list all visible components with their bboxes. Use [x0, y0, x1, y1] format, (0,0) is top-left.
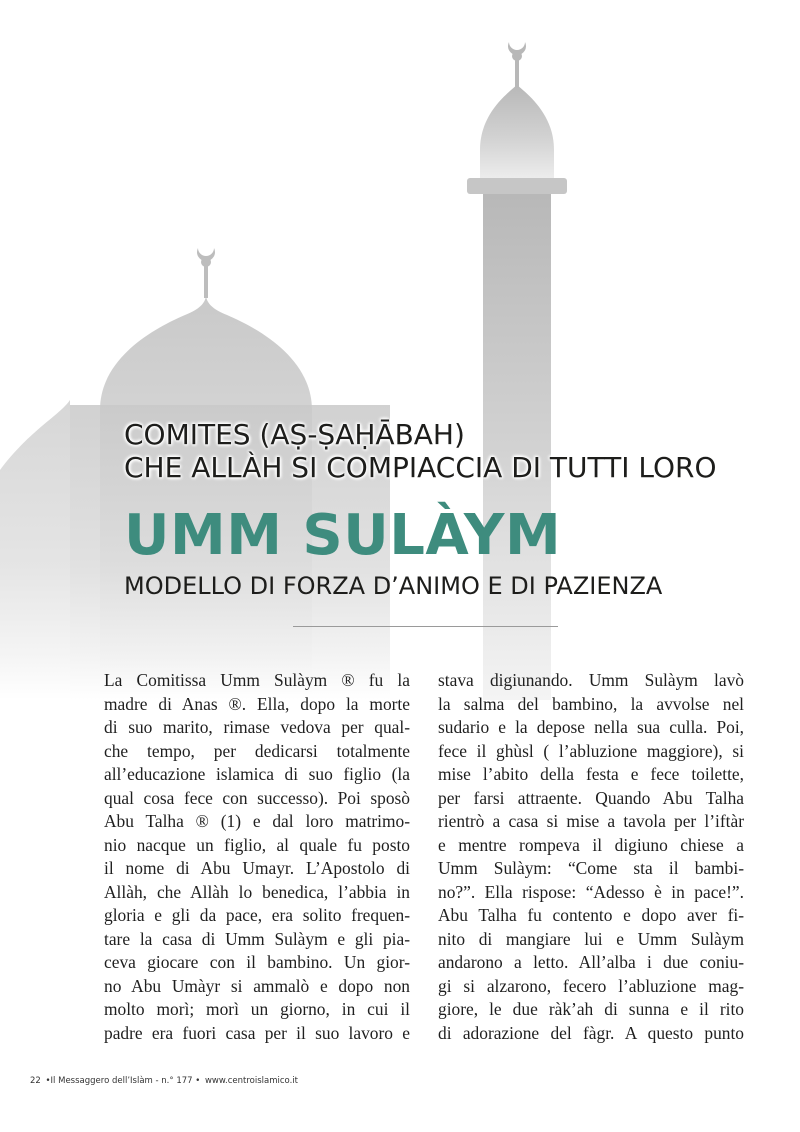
article-title: UMM SULÀYM [124, 503, 562, 568]
text-line: il nome di Abu Umayr. L’Apostolo di [104, 858, 410, 878]
website-link[interactable]: www.centroislamico.it [204, 1076, 298, 1086]
title-divider [293, 626, 558, 627]
text-line: qual cosa fece con successo). Poi sposò [104, 787, 410, 808]
text-line: che tempo, per dedicarsi totalmente [104, 740, 410, 761]
text-line: nito di mangiare lui e Umm Sulàym [438, 928, 744, 949]
text-line: La Comitissa Umm Sulàym ® fu la [104, 670, 410, 690]
text-line: no?”. Ella rispose: “Adesso è in pace!”. [438, 881, 744, 902]
text-line: madre di Anas ®. Ella, dopo la morte [104, 693, 410, 714]
text-line: gloria e gli da pace, era solito frequen- [104, 905, 410, 925]
kicker-line-2: CHE ALLÀH SI COMPIACCIA DI TUTTI LORO [124, 451, 717, 484]
text-line: mise l’abito della festa e fece toilette, [438, 764, 744, 784]
text-line: rientrò a casa si mise a tavola per l’iftàr [438, 811, 744, 831]
text-line: Abu Talha fu contento e dopo aver fi- [438, 905, 744, 925]
text-line: Allàh, che Allàh lo benedica, l’abbia in [104, 881, 410, 902]
text-line: giore, le due ràk’ah di sunna e il rito [438, 999, 744, 1019]
page-number: 22 [30, 1076, 41, 1086]
page-footer [30, 1076, 300, 1086]
text-line: all’educazione islamica di suo figlio (la [104, 764, 410, 784]
text-line: sudario e la depose nella sua culla. Poi, [438, 717, 744, 737]
text-line: nio nacque un figlio, al quale fu posto [104, 834, 410, 855]
crescent-finial-icon [197, 248, 215, 298]
text-line: gi si alzarono, fecero l’abluzione mag- [438, 975, 744, 996]
text-line: Umm Sulàym: “Come sta il bambi- [438, 858, 744, 878]
text-line: di adorazione del fàgr. A questo punto [438, 1022, 744, 1043]
text-line: molto morì; morì un giorno, in cui il [104, 999, 410, 1019]
text-line: tare la casa di Umm Sulàym e gli pia- [104, 928, 410, 949]
text-line: Abu Talha ® (1) e dal loro matrimo- [104, 811, 410, 831]
magazine-name: •Il Messaggero dell’Islàm - n.° 177 • [45, 1076, 201, 1086]
text-line: per farsi attraente. Quando Abu Talha [438, 787, 744, 808]
text-line: andarono a letto. All’alba i due coniu- [438, 952, 744, 972]
body-column-left [104, 669, 410, 1045]
article-subtitle: MODELLO DI FORZA D’ANIMO E DI PAZIENZA [124, 572, 663, 600]
text-line: fece il ghùsl ( l’abluzione maggiore), si [438, 740, 744, 761]
text-line: e mentre rompeva il digiuno chiese a [438, 834, 744, 855]
text-line: no Abu Umàyr si ammalò e dopo non [104, 975, 410, 996]
body-column-right [438, 669, 744, 1045]
section-kicker [124, 418, 717, 484]
text-line: di suo marito, rimase vedova per qual- [104, 717, 410, 737]
text-line: padre era fuori casa per il suo lavoro e [104, 1022, 410, 1043]
text-line: stava digiunando. Umm Sulàym lavò [438, 670, 744, 690]
kicker-line-1: COMITES (AṢ-ṢAḤĀBAH) [124, 418, 465, 451]
text-line: ceva giocare con il bambino. Un gior- [104, 952, 410, 972]
text-line: la salma del bambino, la avvolse nel [438, 693, 744, 714]
